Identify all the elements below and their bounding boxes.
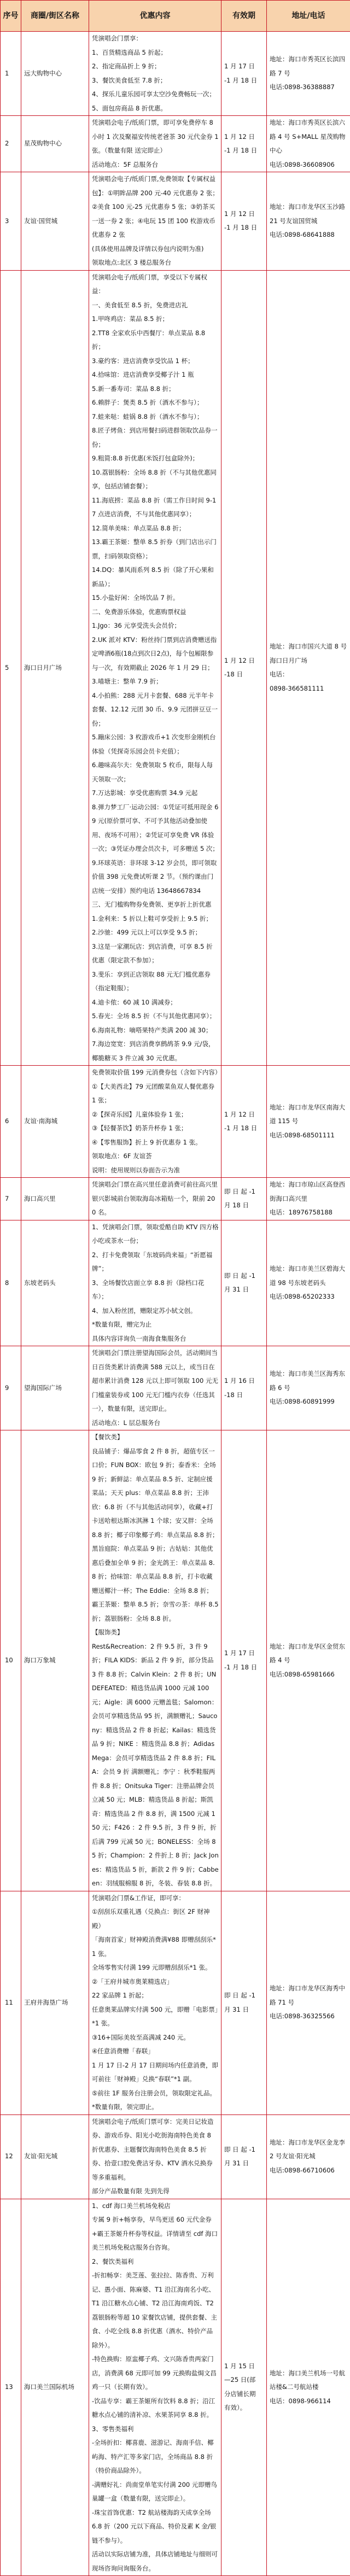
offer-content — [89, 1891, 221, 2114]
offer-line: 凭演唱会电子/纸质门票，即可享免费停车 8 小时 1 次及聚福安传统老爸茶 30 元代金券 1 张。（数量有限 送完即止） — [92, 116, 219, 158]
offer-content — [89, 116, 221, 172]
offer-line: 6.海南礼物：嘀嗒果特产类满 200 减 30； — [92, 1024, 219, 1038]
period-line: 即 日 起 -1 — [224, 2143, 264, 2157]
contact-line: 地址：海口市龙华区海秀中路 71 号 — [270, 1982, 347, 2010]
period-line: -1 月 18 日 — [224, 1661, 264, 1675]
offer-line: 凭演唱会电子/纸质门票,免费领取【专属权益包】：①明眸品牌 200 元-40 元优惠券 2 张；②美食 100 元-25 元优惠券 5 张；③奶茶买一送一券 2 张；④电玩 15 团 100 枚游戏币优惠券 2 张 — [92, 172, 219, 242]
offer-line: 1 月 17 日-2 月 17 日期间场内任意消费，即可前往「财神殿」兑换“春联”*1 副。 — [92, 2059, 219, 2087]
offer-line: ①【大美西北】79 元团酸菜鱼双人餐优惠券 1 张； — [92, 1080, 219, 1108]
valid-period — [221, 270, 267, 1066]
offer-line: 4.迪卡侬：60 减 10 满减券； — [92, 996, 219, 1010]
period-line: 有效）。 — [224, 2401, 264, 2415]
offer-line: 3.这是一家潮玩店：到店消费，可享 8.5 折优惠（限定款不参加）； — [92, 940, 219, 968]
table-row — [1, 1178, 350, 1220]
header-no: 序号 — [1, 1, 21, 32]
venue-name: 海口日月广场 — [21, 270, 89, 1066]
offer-line: 领取地点：6F 友谊荟 — [92, 1149, 219, 1164]
period-line: 1 月 12 日 — [224, 1108, 264, 1122]
offer-line: 5、面包房商品 8 折优惠。 — [92, 102, 219, 116]
contact-line: 电话：0898-966114 — [270, 2394, 347, 2409]
offer-line: 凭演唱会门票注册望海国际会员，活动期间当日百货类累计消费满 588 元以上，或当日在超市累计消费 128 元以上即可领取 100 元无门槛童装券或 100 元无门槛内衣券（任选其一），数量有限，送完即止。 — [92, 1346, 219, 1416]
venue-name: 望海国际广场 — [21, 1346, 89, 1430]
offer-line: ④【零售服饰】折上 9 折优惠券 1 张。 — [92, 1136, 219, 1150]
address-phone — [267, 1178, 350, 1220]
venue-name: 远大购物中心 — [21, 32, 89, 116]
valid-period — [221, 1346, 267, 1430]
row-number: 8 — [1, 1220, 21, 1346]
offer-line: ②「王府井城市奥莱精选店」 — [92, 1975, 219, 1989]
venue-name: 友谊·阳光城 — [21, 2114, 89, 2199]
offer-line: 1.甲咚鸡店：菜品 8.5 折； — [92, 312, 219, 326]
header-name: 商圈/街区名称 — [21, 1, 89, 32]
table-row — [1, 1346, 350, 1430]
offer-line: -饮品专享：霸王茶姬所有饮料 8.8 折；沿江糖水点心铺的清补凉、水果茶同享 8.8 折。 — [92, 2394, 219, 2422]
valid-period — [221, 2199, 267, 2576]
offer-line: Rest&Recreation：2 件 9.5 折，3 件 9 折；FILA KIDS：新品 2 件 9 折，部分货品 3 件 8.8 折；Calvin Klein：2 件 8 折；UNDEFEATED：精选货品满 1000 元减 100 元；Aigle：满 6000 元赠盖毯；Salomon：会员可享精选货品 95 折，满额赠礼；Saucony：精选货品 2 件 8 折起；Kailas：精选货品 9 折；NIKE ：精选货品 8.8 折；Adidas Mega：会员可享精选货品 2 件 8.8 折；FILA：会员 9 折 满额赠礼；李宁 ：秋季鞋服两件 8.8 折；Onitsuka Tiger：注册品牌会员立减 50 元；MLB：精选货品 8 折起；斯凯奇：精选货品 2 件 8.8 折，满 1500 元减 150 元；F426 ：2 件 9.5 折，3 件 9 折，折后满 799 元减 50 元；BONELESS：全场 85 折；Champion：2 件折上 8 折；Jack Jones：精选货品 5 折，新款 2 件 9 折；Cabbeen：羽绒服棉服 8 折，冬装、春装 8.8 折。 — [92, 1640, 219, 1891]
period-line: -18 日 — [224, 1388, 264, 1403]
contact-line: 地址：海口市琼山区高登西街海口高兴里 — [270, 1178, 347, 1206]
offer-content — [89, 1066, 221, 1178]
contact-line: 电话:0898-36325566 — [270, 2010, 347, 2024]
offer-line: 活动地点：L 层总服务台 — [92, 1416, 219, 1430]
offer-line: 三、无门槛购物券免费领、更享折上折优惠 — [92, 898, 219, 912]
venue-name: 海口高兴里 — [21, 1178, 89, 1220]
offer-content — [89, 270, 221, 1066]
period-line: -1 月 18 日 — [224, 144, 264, 158]
table-body — [1, 32, 350, 2576]
contact-line: 电话：18976758188 — [270, 1206, 347, 1220]
offer-line: 11.海底捞：菜品 8.8 折（需工作日时间 9-17 点进店消费，不与其他优惠同享）； — [92, 494, 219, 522]
period-line: 月 31 日 — [224, 2003, 264, 2017]
row-number: 5 — [1, 270, 21, 1066]
offer-line: 2.沙驰：499 元以上可以享受 9.5 折； — [92, 926, 219, 940]
period-line: -18 日 — [224, 668, 264, 682]
offer-line: 5.新一番寿司：菜品 8.8 折； — [92, 382, 219, 396]
table-row — [1, 1220, 350, 1346]
offer-line: -折扣畅享：美芝莲、张拉拉、陈香贵、万利记、愚小面、陈麻婆、T1 沿江海南名小吃、T1 沿江糖水点心铺、T2 沿江海南鸡饭、T2 荔银肠粉等超 10 家餐饮店铺，提供套餐、主食、小吃全线 8.8 折优惠（酒水、特价产品除外）。 — [92, 2269, 219, 2352]
offer-line: 「海南首家」财神殿消费满¥88 即赠刮刮乐*1 张。 — [92, 1933, 219, 1961]
row-number: 3 — [1, 172, 21, 271]
venue-name: 海口万象城 — [21, 1430, 89, 1891]
valid-period — [221, 1891, 267, 2114]
period-line: 即 日 起 -1 — [224, 1989, 264, 2003]
period-line: 月 18 日 — [224, 1199, 264, 1213]
offer-line: 凭演唱会电子/纸质门票，享受以下专属权益： — [92, 271, 219, 299]
address-phone — [267, 172, 350, 271]
row-number: 13 — [1, 2199, 21, 2576]
offer-content — [89, 1430, 221, 1891]
table-header-row — [1, 1, 350, 32]
venue-name: 海口美兰国际机场 — [21, 2199, 89, 2576]
offer-line: ③【轻餐茶饮】奶茶升杯券 1 张； — [92, 1121, 219, 1136]
offer-content — [89, 2114, 221, 2199]
offer-line: 活动地点：5F 总服务台 — [92, 158, 219, 172]
offer-line: 1、百货精选商品 5 折起； — [92, 46, 219, 60]
period-line: 1 月 12 日 — [224, 654, 264, 668]
period-line: 1 月 17 日 — [224, 1646, 264, 1661]
table-row — [1, 2114, 350, 2199]
offer-line: 9.粗简:8.8 折优惠(米饭打包盒除外)； — [92, 452, 219, 466]
row-number: 11 — [1, 1891, 21, 2114]
address-phone — [267, 2114, 350, 2199]
offer-line: 说明：使用规则以券面告示为准 — [92, 1164, 219, 1178]
offer-content — [89, 2199, 221, 2576]
address-phone — [267, 1220, 350, 1346]
offer-line: 4、加入粉丝团，赠限定苏小轼文创。 — [92, 1304, 219, 1318]
offer-line: -特色换购：原盅椰子鸡、文兴陈香贵两家门店，消费满 68 元即可加 99 元换购盐焗文昌鸡一只（长期有效）。 — [92, 2352, 219, 2394]
row-number: 12 — [1, 2114, 21, 2199]
row-number: 10 — [1, 1430, 21, 1891]
offer-line: 2、打卡免费领取「东坡码尚来福」“祈愿福牌”； — [92, 1248, 219, 1276]
period-line: 1 月 12 日 — [224, 130, 264, 144]
contact-line: 电话:0898-66710606 — [270, 2164, 347, 2178]
offer-line: ④任意消费赠「春联」 — [92, 2045, 219, 2059]
venue-name: 东坡老码头 — [21, 1220, 89, 1346]
address-phone — [267, 2199, 350, 2576]
offer-line: ③16+国际美妆至高满减 240 元。 — [92, 2031, 219, 2045]
offer-line: *数量有限，领完即止。 — [92, 2100, 219, 2114]
offer-line: -全场折扣：椰喜鹿、滋游记、海南手信、椰屿海、特产汇等多家门店，全场商品 8.8 折（特价商品除外）。 — [92, 2436, 219, 2478]
offer-line: 专属 9 折+畅享券，早鸟更送 60 元代金券+霸王茶姬升杯券等权益。详情请至 cdf 海口美兰机场免税店服务台咨询。 — [92, 2213, 219, 2255]
contact-line: 地址：海口市美兰区海秀东路 6 号 — [270, 1367, 347, 1395]
offer-line: 良品铺子：爆品零食 2 件 8 折，超值专区一口价；FUN BOX：欧包 9 折；泰香米：全场 9 折；新鲜誌：单点菜品 8.5 折、定制应援菜品；天天 plus：单点菜品 8.8 折；王沛欣：6.8 折（不与其他活动同享），收藏+打卡送哈根达斯冰淇淋 1 个球；安又胖：全场 8.8 折；椰子印象椰子鸡：单点菜品 8.8 折；黑旨庭院：单点菜品 9 折；古姑姑：其他优惠后叠加全单 9 折；金光鸽王：单点菜品 8.8 折；拾味馆：单点菜品 8.8 折，打卡收藏赠送椰汁一杯；The Eddie：全场 8.8 折；霸王茶姬：整单 8.5 折；奈雪の茶：单杯 8.5 折；荔银肠粉：全场 8.8 折。 — [92, 1445, 219, 1626]
offer-line: 4.拾味馆：进店消费享受椰子汁 1 瓶 — [92, 368, 219, 382]
period-line: 分店铺长期 — [224, 2387, 264, 2402]
valid-period — [221, 1066, 267, 1178]
offer-line: -满赠好礼：尚南堂单笔实付满 200 元即赠鸟巢罐一盒（数量有限，送完即止）。 — [92, 2478, 219, 2506]
table-row — [1, 1891, 350, 2114]
contact-line: 地址：海口市秀英区长滨四路 7 号 — [270, 52, 347, 80]
offer-line: 1、cdf 海口美兰机场免税店 — [92, 2199, 219, 2213]
offer-line: 13.霸王茶姬：整单 8.5 折券（到门店出示门票，扫码领取资格）； — [92, 535, 219, 563]
venue-name: 王府井海垦广场 — [21, 1891, 89, 2114]
contact-line: 地址：海口市国兴大道 8 号海口日月广场 — [270, 640, 347, 668]
valid-period — [221, 172, 267, 271]
offer-line: 6.趣味高尔夫：免费领取 5 枚币，限每人每天领取一次； — [92, 758, 219, 786]
period-line: 月 31 日 — [224, 2157, 264, 2171]
period-line: -1 月 18 日 — [224, 74, 264, 88]
row-number: 1 — [1, 32, 21, 116]
offer-line: 1.Jgo：36 元享受洗头会员价； — [92, 619, 219, 633]
offer-content — [89, 1346, 221, 1430]
table-row — [1, 116, 350, 172]
offer-content — [89, 172, 221, 271]
row-number: 6 — [1, 1066, 21, 1178]
offer-line: 7.海边宽宽：到店消费享鹧鸪茶 9.9 元/袋，椰脆糖买 3 件立减 30 元优惠。 — [92, 1037, 219, 1065]
offer-line: 3、零售类福利 — [92, 2422, 219, 2437]
address-phone — [267, 32, 350, 116]
contact-line: 电话:0898-60891999 — [270, 1395, 347, 1409]
row-number: 7 — [1, 1178, 21, 1220]
period-line: 1 月 16 日 — [224, 1374, 264, 1388]
contact-line: 电话:0898-68641888 — [270, 228, 347, 242]
offer-line: 8.弹力梦工厂·运动公园：①凭证可抵用现金 69 元(原价票可享、不可予其他活动叠加使用、夜场不可用）；②凭证可享免费 VR 体验一次；③凭证办理会员次卡，可多赠送 5 次； — [92, 801, 219, 856]
offer-line: 部分产品数量有限 先到先得 — [92, 2184, 219, 2199]
offer-line: 3.豪约客：进店消费享受饮品 1 杯； — [92, 354, 219, 369]
offer-line: 9.环球英语：非环球 3-12 岁会员，即可领取价值 398 元免费试听课 2 节。（预约课由门店统一安排）预约电话 13648667834 — [92, 856, 219, 898]
period-line: —25 日(部 — [224, 2373, 264, 2387]
offer-content — [89, 32, 221, 116]
contact-line: 地址：海口市龙华区玉沙路 21 号友谊国贸城 — [270, 200, 347, 228]
offer-line: 二、免费游乐体验，优惠购票权益 — [92, 605, 219, 620]
period-line: 即 日 起 -1 — [224, 1269, 264, 1283]
offer-line: 一、美食低至 8.5 折，免费进店礼 — [92, 299, 219, 313]
address-phone — [267, 270, 350, 1066]
contact-line: 电话:0898-36388887 — [270, 80, 347, 95]
offer-line: -珠宝首饰优惠：T2 航站楼海韵天成享全场 6.8 折（200 元以下商品、特价及素 K 金/银链不参与）。 — [92, 2506, 219, 2548]
offer-line: 3、全场餐饮店面立享 8.8 折（除档口花车）； — [92, 1276, 219, 1304]
table-row — [1, 172, 350, 271]
contact-line: 地址：海口市美兰区碧海大道 98 号东坡老码头 — [270, 1262, 347, 1290]
offer-line: 4、探乐儿童乐园可享太空沙免费畅玩一次； — [92, 87, 219, 102]
offer-line: 凭演唱会电子/纸质门票可享：完美日记妆造券、游戏币券、阳光小吃街海南特色美食 8 折优惠券、主题餐饮海南特色美食 8.5 折券、拾壹口腔免费洁牙券、KTV 酒水兑换券等多重福利。 — [92, 2115, 219, 2185]
offer-line: 活动以实际店铺为准，具体店铺地址与细则可现场咨询问询服务台。 — [92, 2548, 219, 2575]
offer-line: 7.万达影城：享受优惠购票 34.9 元起 — [92, 786, 219, 801]
contact-line: 地址：海口市秀英区长滨六路 4 号 S+MALL 星茂购物中心 — [270, 116, 347, 158]
address-phone — [267, 1066, 350, 1178]
offer-line: 凭演唱会门票享： — [92, 32, 219, 46]
offer-content — [89, 1178, 221, 1220]
valid-period — [221, 32, 267, 116]
address-phone — [267, 116, 350, 172]
table-row — [1, 2199, 350, 2576]
table-row — [1, 270, 350, 1066]
venue-name: 友谊·南海城 — [21, 1066, 89, 1178]
offer-line: 2.TT8 全家欢乐中西餐厅：单点菜品 8.8 折； — [92, 326, 219, 354]
valid-period — [221, 116, 267, 172]
offer-line: 15.小盐好闲：全场饮品 7 折。 — [92, 591, 219, 605]
period-line: 即 日 起 -1 — [224, 1185, 264, 1199]
contact-line: 电话:0898-65202333 — [270, 1290, 347, 1304]
offer-line: 2、餐饮类福利 — [92, 2255, 219, 2269]
contact-line: 电话:0898-68501111 — [270, 1129, 347, 1143]
offer-line: 【服饰类】 — [92, 1626, 219, 1640]
contact-line: 电话:0898-65981666 — [270, 1668, 347, 1682]
offer-line: 5.蹦床公园：3 枚游戏币+1 次变形金刚机台体验（凭探奇乐园会员卡充值）； — [92, 731, 219, 758]
offer-content — [89, 1220, 221, 1346]
offer-line: 3.斐乐：享到正店领取 88 元无门槛优惠券（指定鞋服）； — [92, 968, 219, 996]
offer-line: 10.荔银肠粉：全场 8.8 折（不与其他优惠同享，包括店铺套餐）； — [92, 466, 219, 494]
period-line: -1 月 18 日 — [224, 221, 264, 235]
row-number: 9 — [1, 1346, 21, 1430]
header-period: 有效期 — [221, 1, 267, 32]
offer-line: 12.简单美味：单点菜品 8.8 折； — [92, 522, 219, 536]
offer-line: *数量有限，赠完为止 — [92, 1318, 219, 1332]
contact-line: 地址：海口美兰机场一号航站楼&二号航站楼 — [270, 2367, 347, 2394]
offer-line: 3、餐饮美食低至 7.8 折； — [92, 74, 219, 88]
offer-line: 【餐饮类】 — [92, 1430, 219, 1445]
offer-line: 免费领取价值 199 元消费券包（含如下内容） — [92, 1066, 219, 1080]
contact-line: 地址：海口市龙华区南海大道 115 号 — [270, 1101, 347, 1129]
offer-line: 3.喵塘主：整单 7.9 折； — [92, 675, 219, 689]
address-phone — [267, 1891, 350, 2114]
venue-name: 友谊·国贸城 — [21, 172, 89, 271]
contact-line: 地址：海口市龙华区金贸东路 4 号 — [270, 1640, 347, 1668]
offer-line: 5.春光：全场 8.5 折（不与其他优惠同享）； — [92, 1009, 219, 1024]
offer-line: (具体使用品牌及详情以券包内说明为准) — [92, 242, 219, 256]
table-row — [1, 32, 350, 116]
valid-period — [221, 1430, 267, 1891]
offer-line: 任意奥莱品牌实付满 500 元，即赠「电影票」*1 张。 — [92, 2003, 219, 2031]
period-line: 1 月 17 日 — [224, 60, 264, 74]
offer-line: 4.小拍熊：288 元月卡套餐、688 元半年卡套餐、12.12 元团 30 币、9.9 元团拼豆豆一份； — [92, 689, 219, 731]
offer-line: 8.匠子烤鱼：到店用餐扫码进群领取饮品券一份； — [92, 424, 219, 452]
contact-line: 地址：海口市龙华区金龙李 2 号友谊·阳光城 — [270, 2136, 347, 2164]
valid-period — [221, 1178, 267, 1220]
offer-line: 凭演唱会门票在高兴里任意消费可前往高兴里银兴影城前台领取海岛冰箱贴一个，限前 200 名。 — [92, 1178, 219, 1220]
header-contact: 地址/电话 — [267, 1, 350, 32]
offer-line: 凭演唱会门票&工作证，即可享： — [92, 1891, 219, 1906]
offer-line: 1、凭演唱会门票，领取爱酷自助 KTV 四方格小吃或茶水一份； — [92, 1220, 219, 1248]
address-phone — [267, 1346, 350, 1430]
table-row — [1, 1066, 350, 1178]
offer-line: 具体内容详询负一南海食集服务台 — [92, 1332, 219, 1346]
offer-line: 14.DQ：暴风雨系列 8.5 折（除了开心果和新品）； — [92, 563, 219, 591]
venue-name: 星茂购物中心 — [21, 116, 89, 172]
offer-line: 2.UK 派对 KTV：粉丝持门票到店消费赠送指定啤酒6瓶(18点到次日2点)，每个包厢限参与一次，有效期截止 2026 年 1 月 29 日； — [92, 633, 219, 675]
header-offer: 优惠内容 — [89, 1, 221, 32]
table-row — [1, 1430, 350, 1891]
contact-line: 电话： — [270, 668, 347, 682]
offer-line: 1.金利来：5 折以上鞋可享受折上 9.5 折； — [92, 912, 219, 926]
offer-line: 22 家品牌 1 折起； — [92, 1989, 219, 2003]
offer-line: ①刮刮乐双重礼遇（兑换点：街区 2F 财神殿） — [92, 1905, 219, 1933]
offer-line: ⑤前往 1F 服务台注册会员，领取限定礼品。 — [92, 2087, 219, 2101]
period-line: 月 31 日 — [224, 1283, 264, 1297]
period-line: 1 月 12 日 — [224, 207, 264, 221]
period-line: 1 月 15 日 — [224, 2359, 264, 2374]
address-phone — [267, 1430, 350, 1891]
offer-line: 2、指定商品折上 9 折； — [92, 60, 219, 74]
contact-line: 电话:0898-36608906 — [270, 158, 347, 172]
offer-line: ②【探奇乐园】儿童体验券 1 张； — [92, 1108, 219, 1122]
offer-line: 全场零售实付满 199 元即赠刮刮乐*1 张。 — [92, 1961, 219, 1975]
offer-line: 领取地点:北区 3 楼总服务台 — [92, 256, 219, 270]
offer-line: 7.蛙来哒：蛙锅 8.8 折（酒水不参与）； — [92, 410, 219, 424]
offer-line: 6.赖胖子：煲类 8.5 折（酒水不参与）； — [92, 396, 219, 410]
valid-period — [221, 1220, 267, 1346]
valid-period — [221, 2114, 267, 2199]
row-number: 2 — [1, 116, 21, 172]
period-line: -1 月 18 日 — [224, 1121, 264, 1136]
contact-line: 0898-366581111 — [270, 682, 347, 696]
